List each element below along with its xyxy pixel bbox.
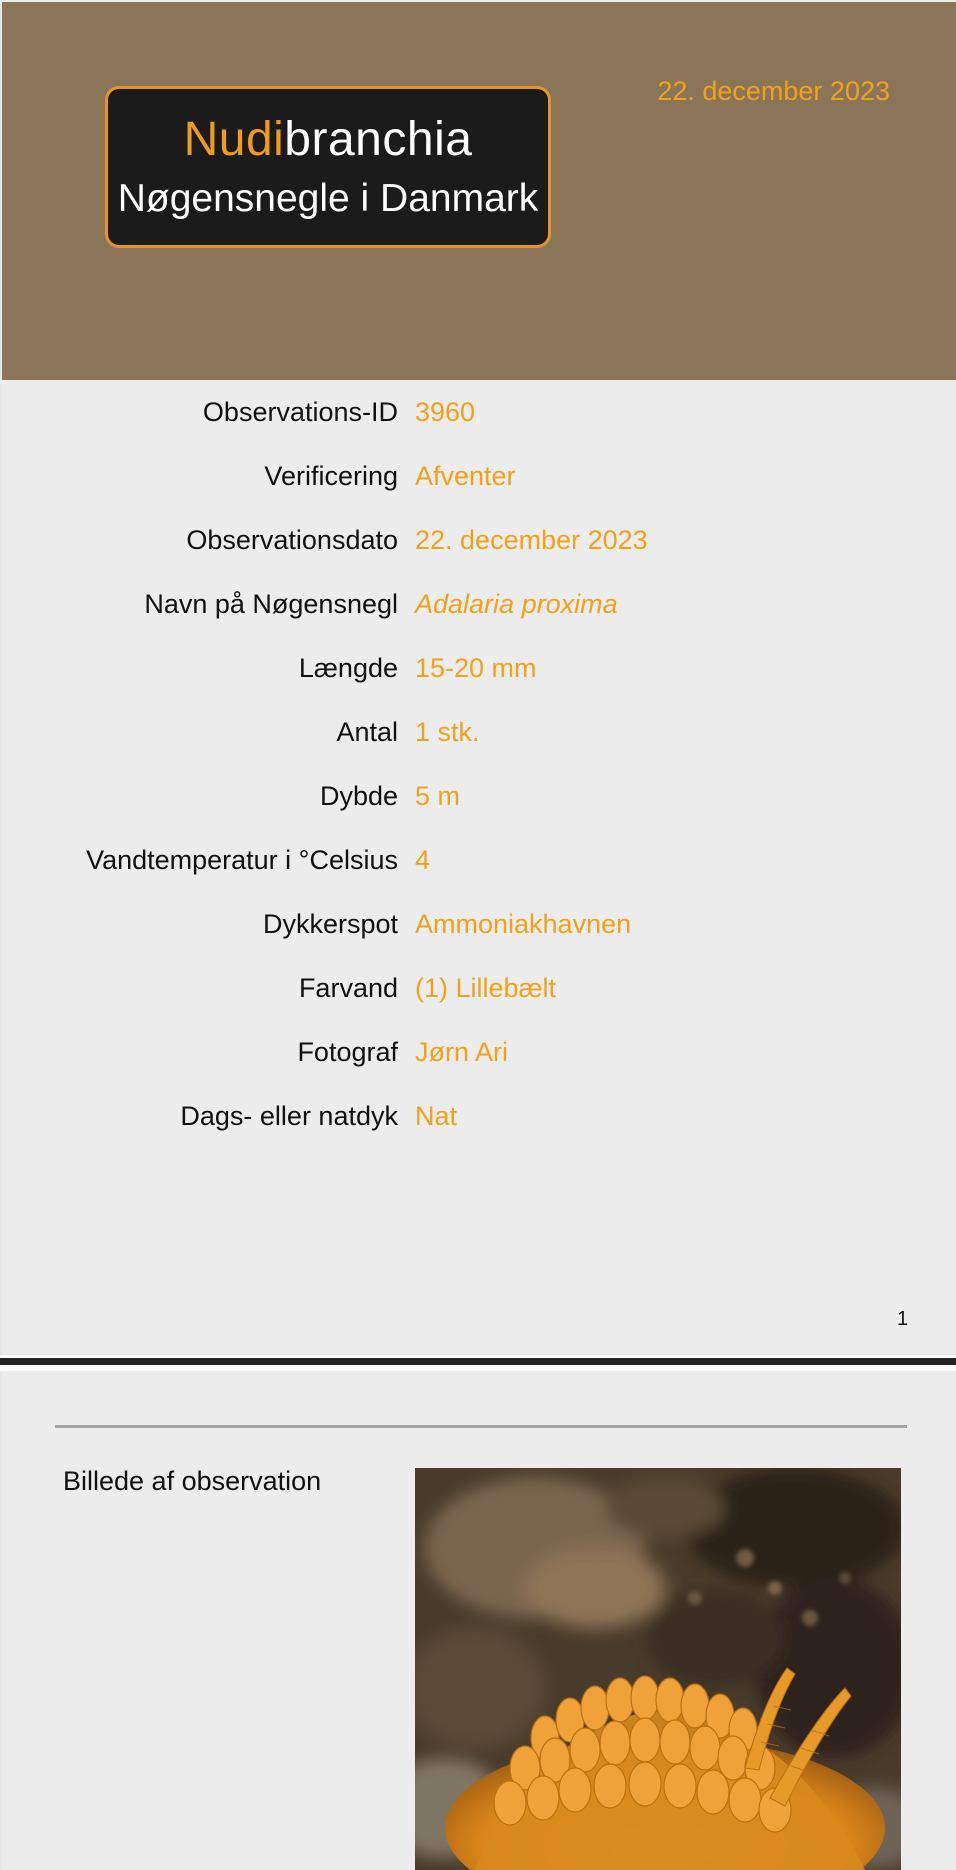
field-value: Jørn Ari xyxy=(415,1037,509,1067)
field-label: Vandtemperatur i °Celsius xyxy=(86,845,398,875)
logo-title-accent: Nudi xyxy=(183,113,285,166)
field-value: Adalaria proxima xyxy=(415,589,618,619)
field-label: Farvand xyxy=(298,973,398,1003)
field-row xyxy=(0,1096,956,1136)
field-row xyxy=(0,840,956,880)
nudibranchia-logo xyxy=(105,86,551,248)
field-value: Nat xyxy=(415,1101,458,1131)
field-row xyxy=(0,1032,956,1072)
field-row xyxy=(0,456,956,496)
field-row xyxy=(0,712,956,752)
field-value: (1) Lillebælt xyxy=(415,973,557,1003)
field-value: 4 xyxy=(415,845,431,875)
field-label: Navn på Nøgensnegl xyxy=(144,589,398,619)
field-label: Observations-ID xyxy=(202,397,398,427)
field-label: Fotograf xyxy=(297,1037,398,1067)
field-value: 22. december 2023 xyxy=(415,525,648,555)
logo-title xyxy=(108,113,548,167)
field-label: Antal xyxy=(336,717,398,747)
field-row xyxy=(0,520,956,560)
field-label: Dybde xyxy=(319,781,398,811)
field-value: 5 m xyxy=(415,781,461,811)
field-value: Ammoniakhavnen xyxy=(415,909,632,939)
field-label: Verificering xyxy=(264,461,398,491)
header-date: 22. december 2023 xyxy=(657,76,890,106)
logo-title-rest: branchia xyxy=(284,113,473,166)
field-value: 3960 xyxy=(415,397,476,427)
field-label: Observationsdato xyxy=(186,525,398,555)
field-label: Dykkerspot xyxy=(262,909,398,939)
photo-label: Billede af observation xyxy=(63,1466,322,1496)
field-row xyxy=(0,776,956,816)
field-value: 1 stk. xyxy=(415,717,480,747)
field-row xyxy=(0,648,956,688)
field-row xyxy=(0,904,956,944)
observation-photo xyxy=(415,1468,901,1870)
field-value: Afventer xyxy=(415,461,516,491)
field-row xyxy=(0,968,956,1008)
logo-subtitle: Nøgensnegle i Danmark xyxy=(117,177,539,220)
field-row xyxy=(0,584,956,624)
page-number: 1 xyxy=(897,1308,909,1330)
field-row xyxy=(0,392,956,432)
field-value: 15-20 mm xyxy=(415,653,537,683)
page-break xyxy=(0,1358,956,1365)
header-banner xyxy=(2,2,956,380)
divider-rule xyxy=(55,1425,907,1428)
field-label: Længde xyxy=(298,653,398,683)
field-label: Dags- eller natdyk xyxy=(180,1101,398,1131)
